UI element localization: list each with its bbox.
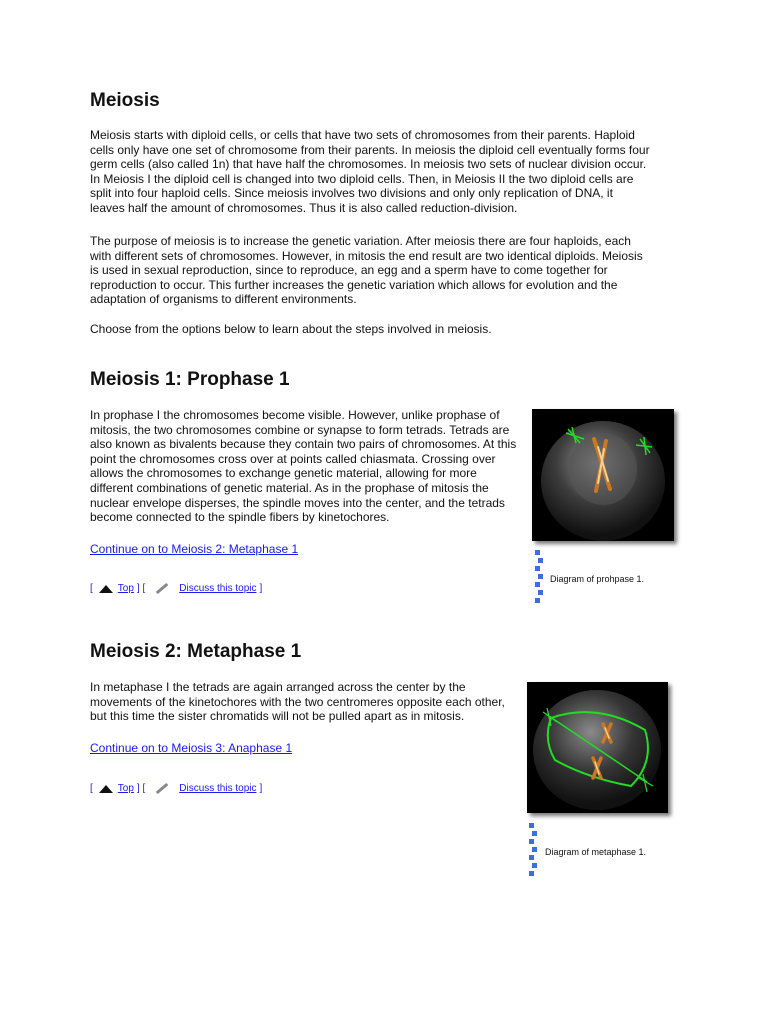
section-nav-1 bbox=[90, 583, 262, 594]
section-nav-2 bbox=[90, 783, 262, 794]
nav-close-bracket: ] bbox=[259, 583, 263, 594]
discuss-topic-link[interactable]: Discuss this topic bbox=[179, 583, 257, 594]
intro-paragraph-1: Meiosis starts with diploid cells, or cells that have two sets of chromosomes from their parents. Haploid cells only have one set of chromosome from their parents. In meiosis the diploid cell eventually forms four germ cells (also called 1n) that have half the chromosomes. In meiosis two sets of nuclear division occur. In Meiosis I the diploid cell is changed into two diploid cells. Then, in Meiosis II the two diploid cells are split into four haploid cells. Since meiosis involves two divisions and only only replication of DNA, it leaves half the amount of chromosomes. Thus it is also called reduction-division. bbox=[90, 128, 650, 215]
pencil-icon[interactable] bbox=[156, 783, 169, 794]
metaphase-cell-illustration bbox=[527, 682, 668, 813]
nav-open-bracket: [ bbox=[90, 583, 93, 594]
caption-prophase: Diagram of prohpase 1. bbox=[550, 574, 645, 584]
top-link[interactable]: Top bbox=[117, 783, 134, 794]
nav-mid-bracket: ] [ bbox=[136, 583, 146, 594]
prophase-cell-illustration bbox=[532, 409, 674, 541]
section-body-prophase-1: In prophase I the chromosomes become visible. However, unlike prophase of mitosis, the two chromosomes combine or synapse to form tetrads. Tetrads are also known as bivalents because they contain two pairs of chromosomes. At this point the chromosomes cross over at points called chiasmata. Crossing over allows the chromosomes to exchange genetic material, allowing for more different combinations of genetic material. As in the prophase of mitosis the nuclear envelope disperses, the spindle moves into the center, and the tetrads become connected to the spindle fibers by kinetochores. bbox=[90, 408, 517, 525]
pencil-icon[interactable] bbox=[156, 583, 169, 594]
section-body-metaphase-1: In metaphase I the tetrads are again arranged across the center by the movements of the kinetochores with the two centromeres opposite each other, but this time the sister chromatids will not be pulled apart as in mitosis. bbox=[90, 680, 505, 724]
section-heading-prophase-1: Meiosis 1: Prophase 1 bbox=[90, 369, 290, 390]
caption-dots-1 bbox=[535, 550, 543, 606]
nav-close-bracket: ] bbox=[259, 783, 263, 794]
top-link[interactable]: Top bbox=[117, 583, 134, 594]
section-heading-metaphase-1: Meiosis 2: Metaphase 1 bbox=[90, 641, 302, 662]
continue-link-metaphase-1[interactable]: Continue on to Meiosis 2: Metaphase 1 bbox=[90, 542, 299, 556]
nav-open-bracket: [ bbox=[90, 783, 93, 794]
intro-paragraph-2: The purpose of meiosis is to increase the genetic variation. After meiosis there are four haploids, each with different sets of chromosomes. However, in mitosis the end result are two identical diploids. Meiosis is used in sexual reproduction, since to reproduce, an egg and a sperm have to come together for reproduction to occur. This further increases the genetic variation which allows for evolution and the adaptation of organisms to different environments. bbox=[90, 234, 643, 307]
page-title: Meiosis bbox=[90, 90, 160, 111]
caption-metaphase: Diagram of metaphase 1. bbox=[545, 847, 647, 857]
intro-paragraph-3: Choose from the options below to learn about the steps involved in meiosis. bbox=[90, 322, 492, 336]
up-triangle-icon[interactable] bbox=[99, 785, 113, 793]
discuss-topic-link[interactable]: Discuss this topic bbox=[179, 783, 257, 794]
up-triangle-icon[interactable] bbox=[99, 585, 113, 593]
nav-mid-bracket: ] [ bbox=[136, 783, 146, 794]
prophase-diagram bbox=[532, 409, 674, 541]
caption-dots-2 bbox=[529, 823, 537, 879]
continue-link-anaphase-1[interactable]: Continue on to Meiosis 3: Anaphase 1 bbox=[90, 741, 293, 755]
metaphase-diagram bbox=[527, 682, 668, 813]
